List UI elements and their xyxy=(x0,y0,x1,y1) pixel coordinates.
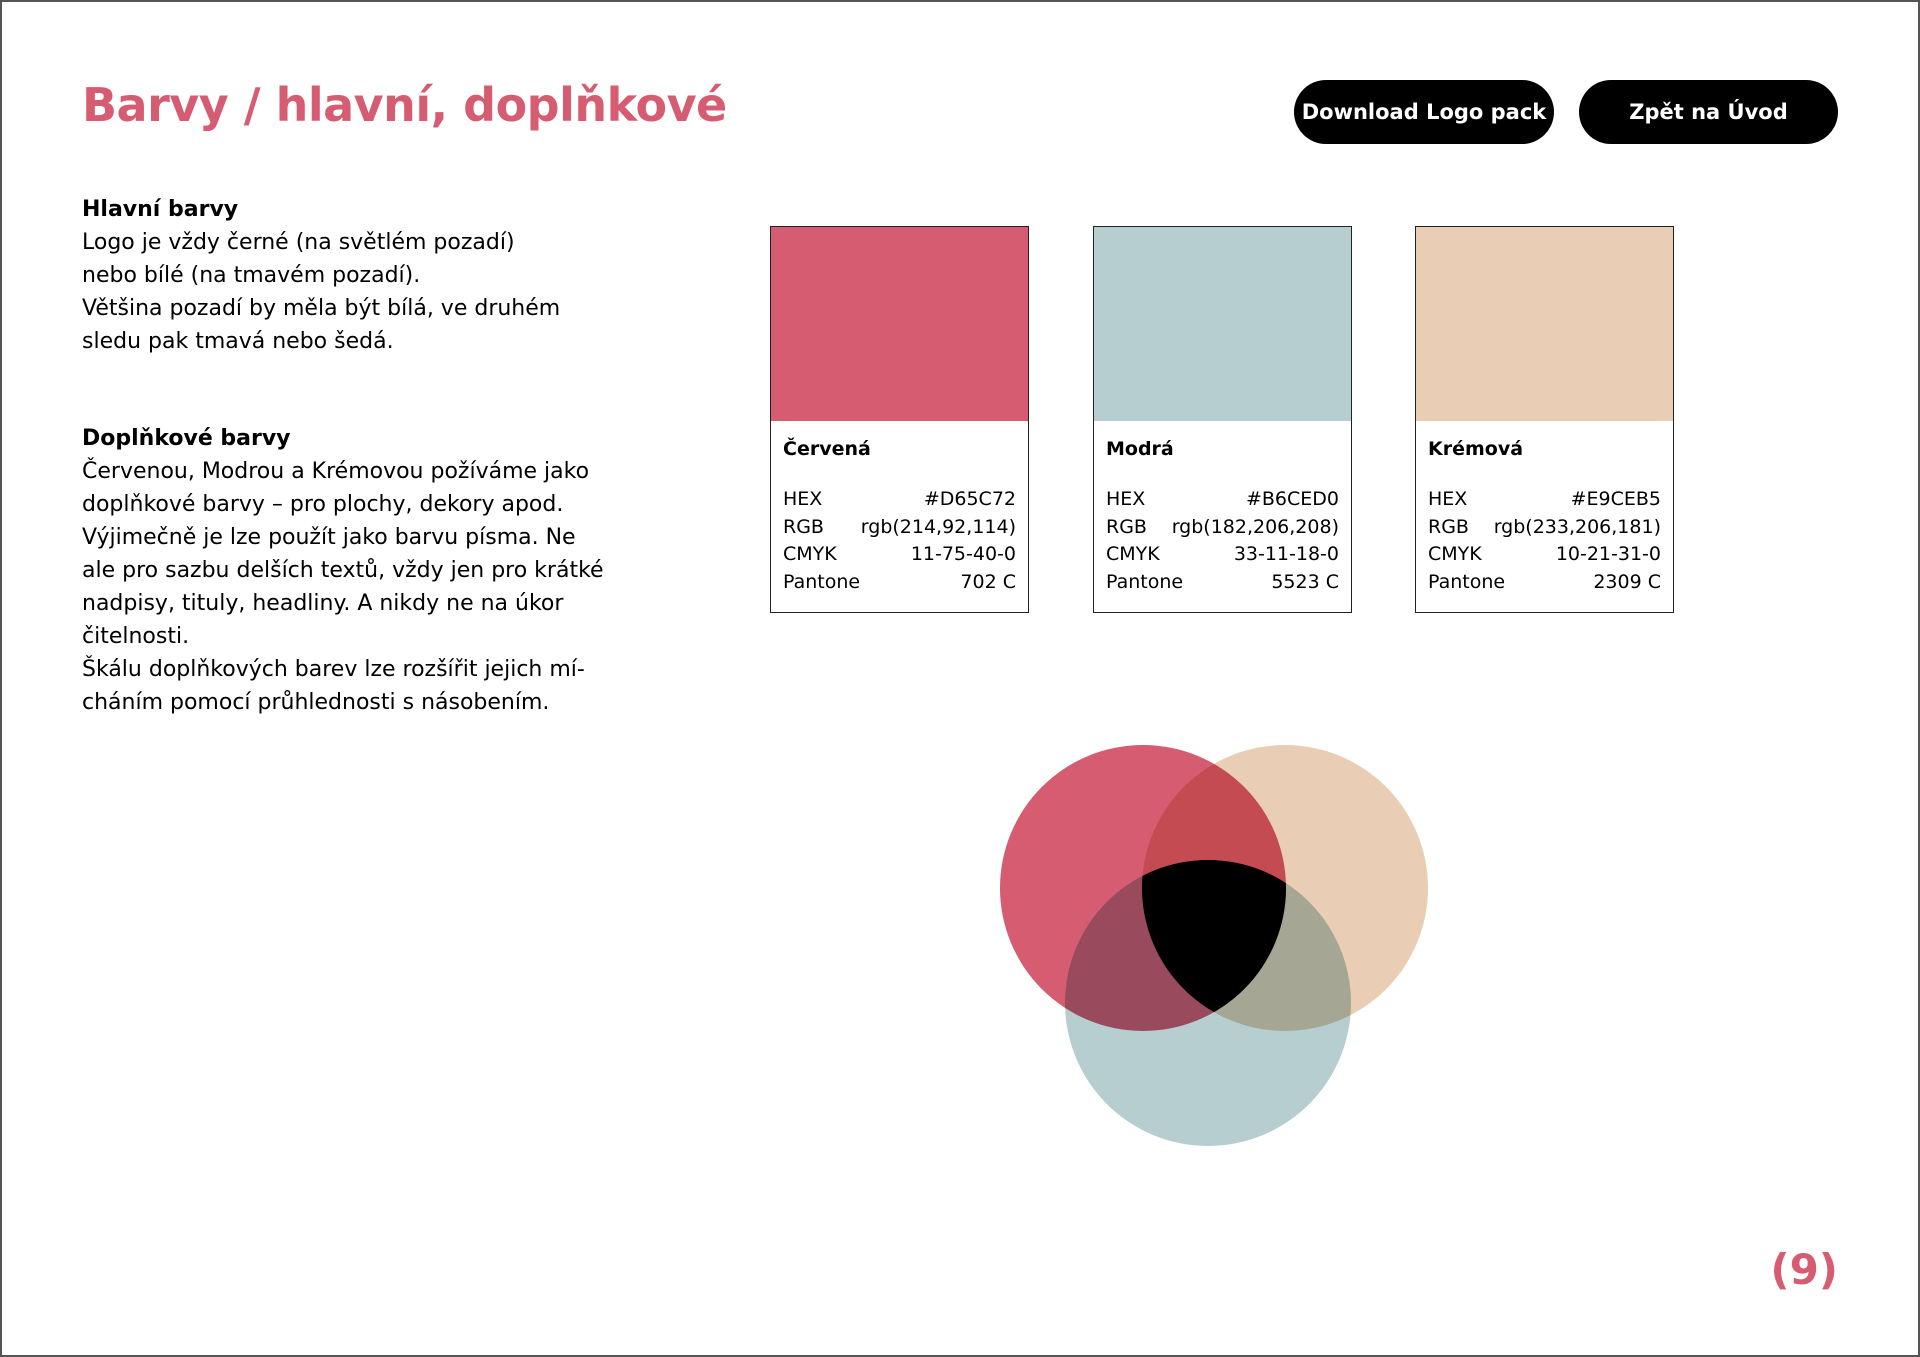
spec-label: RGB xyxy=(1106,515,1147,538)
spec-value: rgb(214,92,114) xyxy=(860,515,1016,538)
spec-value: 702 C xyxy=(960,570,1016,593)
extra-colors-line: cháním pomocí průhlednosti s násobením. xyxy=(82,690,550,715)
swatch-name: Červená xyxy=(783,438,871,460)
extra-colors-line: čitelnosti. xyxy=(82,624,190,649)
spec-value: rgb(233,206,181) xyxy=(1493,515,1661,538)
spec-value: #B6CED0 xyxy=(1245,488,1339,510)
spec-label: Pantone xyxy=(1106,570,1184,593)
swatch-specs xyxy=(1428,486,1661,596)
page-number: (9) xyxy=(1770,1245,1838,1294)
spec-value: #E9CEB5 xyxy=(1570,488,1661,510)
swatch-name: Krémová xyxy=(1428,438,1524,460)
spec-label: CMYK xyxy=(1106,543,1160,565)
spec-label: RGB xyxy=(783,515,824,538)
page-title: Barvy / hlavní, doplňkové xyxy=(82,78,727,132)
spec-row-cmyk xyxy=(783,541,1016,569)
spec-label: Pantone xyxy=(1428,570,1506,593)
spec-row-pantone xyxy=(783,569,1016,597)
download-logo-pack-button[interactable]: Download Logo pack xyxy=(1294,80,1554,144)
spec-value: #D65C72 xyxy=(923,488,1016,510)
spec-row-hex xyxy=(783,486,1016,514)
swatch-card-red xyxy=(770,226,1029,613)
color-mix-venn-diagram xyxy=(990,738,1440,1158)
spec-row-cmyk xyxy=(1428,541,1661,569)
spec-label: CMYK xyxy=(1428,543,1482,565)
extra-colors-line: nadpisy, tituly, headliny. A nikdy ne na úkor xyxy=(82,591,564,616)
spec-row-cmyk xyxy=(1106,541,1339,569)
swatch-specs xyxy=(783,486,1016,596)
extra-colors-section xyxy=(82,422,604,719)
spec-label: HEX xyxy=(1106,488,1146,510)
spec-label: HEX xyxy=(783,488,823,510)
swatch-color-blue xyxy=(1094,227,1351,421)
spec-label: Pantone xyxy=(783,570,861,593)
extra-colors-line: doplňkové barvy – pro plochy, dekory apod. xyxy=(82,492,564,517)
spec-label: RGB xyxy=(1428,515,1469,538)
spec-value: 10-21-31-0 xyxy=(1555,543,1661,565)
spec-row-rgb xyxy=(1106,514,1339,542)
spec-value: 2309 C xyxy=(1593,570,1661,593)
main-colors-line: sledu pak tmavá nebo šedá. xyxy=(82,329,394,354)
spec-row-pantone xyxy=(1428,569,1661,597)
extra-colors-line: Škálu doplňkových barev lze rozšířit jejich mí- xyxy=(82,657,585,682)
spec-value: 5523 C xyxy=(1271,570,1339,593)
spec-row-rgb xyxy=(783,514,1016,542)
swatch-name: Modrá xyxy=(1106,438,1174,460)
main-colors-line: Logo je vždy černé (na světlém pozadí) xyxy=(82,230,515,255)
extra-colors-line: Výjimečně je lze použít jako barvu písma. Ne xyxy=(82,525,576,550)
main-colors-line: nebo bílé (na tmavém pozadí). xyxy=(82,263,421,288)
spec-row-hex xyxy=(1428,486,1661,514)
swatch-color-red xyxy=(771,227,1028,421)
spec-row-rgb xyxy=(1428,514,1661,542)
spec-value: rgb(182,206,208) xyxy=(1171,515,1339,538)
extra-colors-line: ale pro sazbu delších textů, vždy jen pro krátké xyxy=(82,558,604,583)
back-to-intro-button[interactable]: Zpět na Úvod xyxy=(1579,80,1838,144)
extra-colors-heading: Doplňkové barvy xyxy=(82,426,291,451)
main-colors-line: Většina pozadí by měla být bílá, ve druhém xyxy=(82,296,561,321)
main-colors-section xyxy=(82,193,560,358)
swatch-specs xyxy=(1106,486,1339,596)
spec-label: CMYK xyxy=(783,543,837,565)
spec-value: 33-11-18-0 xyxy=(1233,543,1339,565)
spec-value: 11-75-40-0 xyxy=(910,543,1016,565)
swatch-color-cream xyxy=(1416,227,1673,421)
swatch-card-cream xyxy=(1415,226,1674,613)
extra-colors-line: Červenou, Modrou a Krémovou požíváme jako xyxy=(82,459,590,484)
swatch-card-blue xyxy=(1093,226,1352,613)
spec-row-pantone xyxy=(1106,569,1339,597)
main-colors-heading: Hlavní barvy xyxy=(82,197,239,222)
spec-label: HEX xyxy=(1428,488,1468,510)
spec-row-hex xyxy=(1106,486,1339,514)
